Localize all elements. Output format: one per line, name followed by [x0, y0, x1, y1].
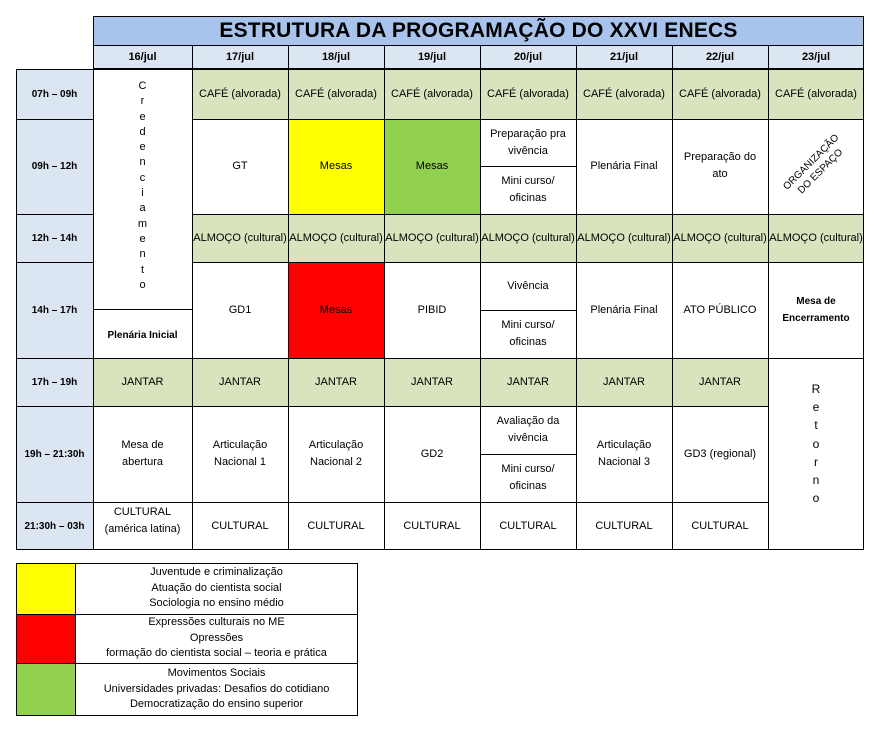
mesa-abertura-cell: Mesa de abertura — [93, 406, 192, 502]
gt-cell: GT — [192, 119, 288, 214]
almoco-cell: ALMOÇO (cultural) — [192, 214, 288, 262]
cultural-cell: CULTURAL — [288, 502, 384, 550]
date-header-23: 23/jul — [768, 45, 864, 69]
cafe-cell: CAFÉ (alvorada) — [672, 69, 768, 119]
retorno-cell — [768, 358, 864, 550]
time-slot: 09h – 12h — [16, 119, 93, 214]
plenaria-final-cell: Plenária Final — [576, 119, 672, 214]
credenciamento-letter: i — [141, 187, 144, 200]
mesas-red-cell: Mesas — [288, 262, 384, 358]
credenciamento-letter: d — [139, 125, 146, 138]
mesas-green-cell: Mesas — [384, 119, 480, 214]
almoco-cell: ALMOÇO (cultural) — [672, 214, 768, 262]
legend-line: formação do cientista social – teoria e prática — [106, 647, 327, 660]
cafe-cell: CAFÉ (alvorada) — [384, 69, 480, 119]
legend-item-green — [75, 663, 358, 716]
date-header-21: 21/jul — [576, 45, 672, 69]
time-slot: 21:30h – 03h — [16, 502, 93, 550]
preparacao-ato-cell: Preparação do ato — [672, 119, 768, 214]
retorno-letter: t — [814, 418, 818, 433]
gd2-cell: GD2 — [384, 406, 480, 502]
retorno-letter: o — [812, 436, 820, 451]
mini-curso-cell: Mini curso/ oficinas — [480, 310, 576, 358]
legend-line: Sociologia no ensino médio — [149, 597, 284, 610]
credenciamento-letter: a — [139, 202, 146, 215]
credenciamento-letter: t — [140, 263, 145, 276]
cafe-cell: CAFÉ (alvorada) — [288, 69, 384, 119]
jantar-cell: JANTAR — [93, 358, 192, 406]
time-slot: 14h – 17h — [16, 262, 93, 358]
cultural-cell: CULTURAL — [576, 502, 672, 550]
almoco-cell: ALMOÇO (cultural) — [384, 214, 480, 262]
legend-line: Democratização do ensino superior — [129, 698, 304, 711]
legend-swatch-yellow — [16, 563, 75, 614]
credenciamento-letter: e — [139, 110, 146, 123]
page-title: ESTRUTURA DA PROGRAMAÇÃO DO XXVI ENECS — [93, 16, 864, 45]
cultural-cell: CULTURAL — [384, 502, 480, 550]
legend-line: Universidades privadas: Desafios do cotidiano — [103, 682, 330, 695]
legend-item-red — [75, 614, 358, 663]
time-slot: 12h – 14h — [16, 214, 93, 262]
credenciamento-letter: o — [139, 278, 146, 291]
jantar-cell: JANTAR — [672, 358, 768, 406]
cafe-cell: CAFÉ (alvorada) — [480, 69, 576, 119]
date-header-22: 22/jul — [672, 45, 768, 69]
legend-line: Atuação do cientista social — [151, 581, 282, 594]
retorno-letter: o — [812, 491, 820, 506]
cafe-cell: CAFÉ (alvorada) — [576, 69, 672, 119]
almoco-cell: ALMOÇO (cultural) — [768, 214, 864, 262]
cultural-america-latina-cell: CULTURAL (américa latina) — [93, 502, 192, 550]
jantar-cell: JANTAR — [576, 358, 672, 406]
credenciamento-letter: c — [139, 171, 146, 184]
mesa-encerramento-cell: Mesa de Encerramento — [768, 262, 864, 358]
date-header-20: 20/jul — [480, 45, 576, 69]
retorno-letter: R — [811, 382, 821, 396]
legend-swatch-green — [16, 663, 75, 716]
credenciamento-letter: C — [138, 80, 147, 92]
credenciamento-letter: e — [139, 232, 146, 245]
mini-curso-cell: Mini curso/ oficinas — [480, 454, 576, 502]
credenciamento-cell — [93, 69, 192, 309]
retorno-letter: r — [814, 454, 818, 469]
legend-line: Opressões — [189, 631, 244, 644]
avaliacao-vivencia-cell: Avaliação da vivência — [480, 406, 576, 454]
vivencia-cell: Vivência — [480, 262, 576, 310]
legend-line: Expressões culturais no ME — [148, 616, 285, 629]
date-header-19: 19/jul — [384, 45, 480, 69]
preparacao-vivencia-cell: Preparação pra vivência — [480, 119, 576, 166]
legend-line: Movimentos Sociais — [167, 667, 266, 680]
retorno-letter: e — [812, 400, 820, 415]
jantar-cell: JANTAR — [384, 358, 480, 406]
gd3-regional-cell: GD3 (regional) — [672, 406, 768, 502]
cafe-cell: CAFÉ (alvorada) — [768, 69, 864, 119]
pibid-cell: PIBID — [384, 262, 480, 358]
time-slot: 19h – 21:30h — [16, 406, 93, 502]
articulacao-nacional-1-cell: Articulação Nacional 1 — [192, 406, 288, 502]
ato-publico-cell: ATO PÚBLICO — [672, 262, 768, 358]
gd1-cell: GD1 — [192, 262, 288, 358]
plenaria-final-cell: Plenária Final — [576, 262, 672, 358]
mesas-yellow-cell: Mesas — [288, 119, 384, 214]
organizacao-espaco-text: ORGANIZAÇÃO DO ESPAÇO — [781, 131, 846, 196]
legend-item-yellow — [75, 563, 358, 614]
credenciamento-letter: r — [140, 95, 145, 108]
cultural-cell: CULTURAL — [480, 502, 576, 550]
time-slot: 07h – 09h — [16, 69, 93, 119]
legend-swatch-red — [16, 614, 75, 663]
time-slot: 17h – 19h — [16, 358, 93, 406]
organizacao-espaco-cell — [768, 119, 864, 214]
cultural-cell: CULTURAL — [672, 502, 768, 550]
credenciamento-letter: m — [137, 217, 148, 230]
date-header-18: 18/jul — [288, 45, 384, 69]
plenaria-inicial-cell: Plenária Inicial — [93, 309, 192, 358]
jantar-cell: JANTAR — [480, 358, 576, 406]
credenciamento-letter: n — [139, 156, 146, 169]
jantar-cell: JANTAR — [288, 358, 384, 406]
cultural-cell: CULTURAL — [192, 502, 288, 550]
cafe-cell: CAFÉ (alvorada) — [192, 69, 288, 119]
jantar-cell: JANTAR — [192, 358, 288, 406]
almoco-cell: ALMOÇO (cultural) — [576, 214, 672, 262]
date-header-16: 16/jul — [93, 45, 192, 69]
credenciamento-letter: n — [139, 248, 146, 261]
date-header-17: 17/jul — [192, 45, 288, 69]
mini-curso-cell: Mini curso/ oficinas — [480, 166, 576, 214]
articulacao-nacional-3-cell: Articulação Nacional 3 — [576, 406, 672, 502]
legend-line: Juventude e criminalização — [150, 566, 283, 579]
articulacao-nacional-2-cell: Articulação Nacional 2 — [288, 406, 384, 502]
almoco-cell: ALMOÇO (cultural) — [288, 214, 384, 262]
almoco-cell: ALMOÇO (cultural) — [480, 214, 576, 262]
retorno-letter: n — [812, 473, 820, 488]
credenciamento-letter: e — [139, 141, 146, 154]
